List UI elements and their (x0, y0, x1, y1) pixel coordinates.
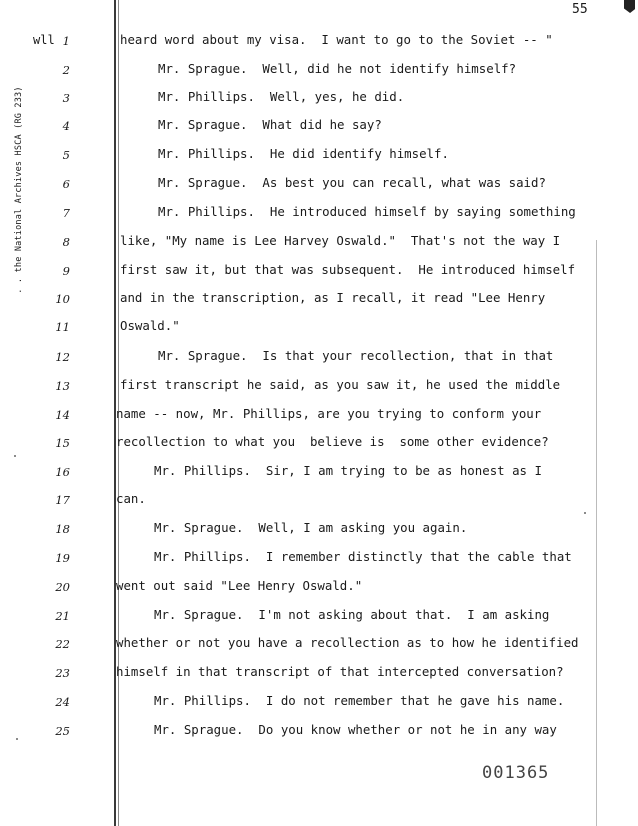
line-text: himself in that transcript of that intercepted conversation? (116, 664, 564, 679)
transcript-line (0, 693, 600, 713)
transcript-line (0, 89, 600, 109)
line-number: 2 (62, 63, 70, 77)
line-number: 8 (62, 235, 70, 249)
line-number: 4 (62, 119, 70, 133)
line-number: 11 (55, 320, 70, 334)
transcript-line (0, 491, 600, 511)
reporter-code: wll (33, 33, 55, 47)
transcript-line (0, 406, 600, 426)
transcript-line (0, 233, 600, 253)
transcript-line (0, 578, 600, 598)
line-text: Mr. Sprague. Well, did he not identify himself? (158, 61, 517, 76)
line-number: 16 (55, 465, 70, 479)
line-text: whether or not you have a recollection as to how he identified (116, 635, 579, 650)
transcript-line (0, 722, 600, 742)
corner-mark (624, 0, 635, 13)
transcript-line (0, 607, 600, 627)
line-text: heard word about my visa. I want to go to the Soviet -- " (120, 32, 553, 47)
line-text: name -- now, Mr. Phillips, are you trying to conform your (116, 406, 542, 421)
line-text: Mr. Phillips. He did identify himself. (158, 146, 449, 161)
transcript-line (0, 262, 600, 282)
line-text: Mr. Sprague. Do you know whether or not he in any way (154, 722, 557, 737)
transcript-line (0, 348, 600, 368)
line-number: 6 (62, 177, 70, 191)
line-number: 17 (55, 493, 70, 507)
line-number: 7 (62, 206, 70, 220)
line-number: 12 (55, 350, 70, 364)
transcript-line (0, 377, 600, 397)
line-text: can. (116, 491, 146, 506)
line-number: 24 (55, 695, 70, 709)
line-number: 19 (55, 551, 70, 565)
line-number: 10 (55, 292, 70, 306)
line-text: Mr. Sprague. As best you can recall, what was said? (158, 175, 546, 190)
transcript-line (0, 318, 600, 338)
transcript-line (0, 32, 600, 52)
scan-speck (584, 512, 586, 514)
transcript-line (0, 664, 600, 684)
line-text: recollection to what you believe is some other evidence? (116, 434, 549, 449)
line-text: Mr. Phillips. He introduced himself by saying something (158, 204, 576, 219)
line-number: 23 (55, 666, 70, 680)
line-number: 14 (55, 408, 70, 422)
line-number: 20 (55, 580, 70, 594)
transcript-line (0, 549, 600, 569)
line-text: went out said "Lee Henry Oswald." (116, 578, 363, 593)
transcript-line (0, 290, 600, 310)
line-number: 22 (55, 637, 70, 651)
transcript-line (0, 520, 600, 540)
line-number: 21 (55, 609, 70, 623)
line-text: Mr. Sprague. I'm not asking about that. I am asking (154, 607, 550, 622)
line-number: 25 (55, 724, 70, 738)
line-number: 1 (62, 34, 70, 48)
document-id-stamp: 001365 (482, 763, 550, 783)
transcript-line (0, 146, 600, 166)
transcript-line (0, 463, 600, 483)
line-number: 3 (62, 91, 70, 105)
line-text: Mr. Phillips. Well, yes, he did. (158, 89, 405, 104)
line-text: Mr. Phillips. I do not remember that he gave his name. (154, 693, 565, 708)
line-text: Mr. Sprague. What did he say? (158, 117, 382, 132)
line-text: Mr. Phillips. Sir, I am trying to be as honest as I (154, 463, 542, 478)
line-number: 15 (55, 436, 70, 450)
side-stamp-text: . . the National Archives HSCA (RG 233) (14, 86, 24, 294)
scan-speck (14, 455, 16, 457)
scan-speck (16, 738, 18, 740)
line-text: like, "My name is Lee Harvey Oswald." That's not the way I (120, 233, 561, 248)
transcript-line (0, 204, 600, 224)
line-number: 9 (62, 264, 70, 278)
line-number: 5 (62, 148, 70, 162)
line-text: Mr. Sprague. Well, I am asking you again. (154, 520, 468, 535)
page-number: 55 (572, 2, 588, 17)
transcript-line (0, 117, 600, 137)
transcript-line (0, 61, 600, 81)
line-text: Mr. Sprague. Is that your recollection, that in that (158, 348, 554, 363)
line-text: first transcript he said, as you saw it, he used the middle (120, 377, 561, 392)
transcript-line (0, 175, 600, 195)
line-text: and in the transcription, as I recall, it read "Lee Henry (120, 290, 546, 305)
transcript-line (0, 635, 600, 655)
transcript-line (0, 434, 600, 454)
line-text: Oswald." (120, 318, 180, 333)
line-number: 13 (55, 379, 70, 393)
line-number: 18 (55, 522, 70, 536)
line-text: first saw it, but that was subsequent. He introduced himself (120, 262, 576, 277)
line-text: Mr. Phillips. I remember distinctly that the cable that (154, 549, 572, 564)
